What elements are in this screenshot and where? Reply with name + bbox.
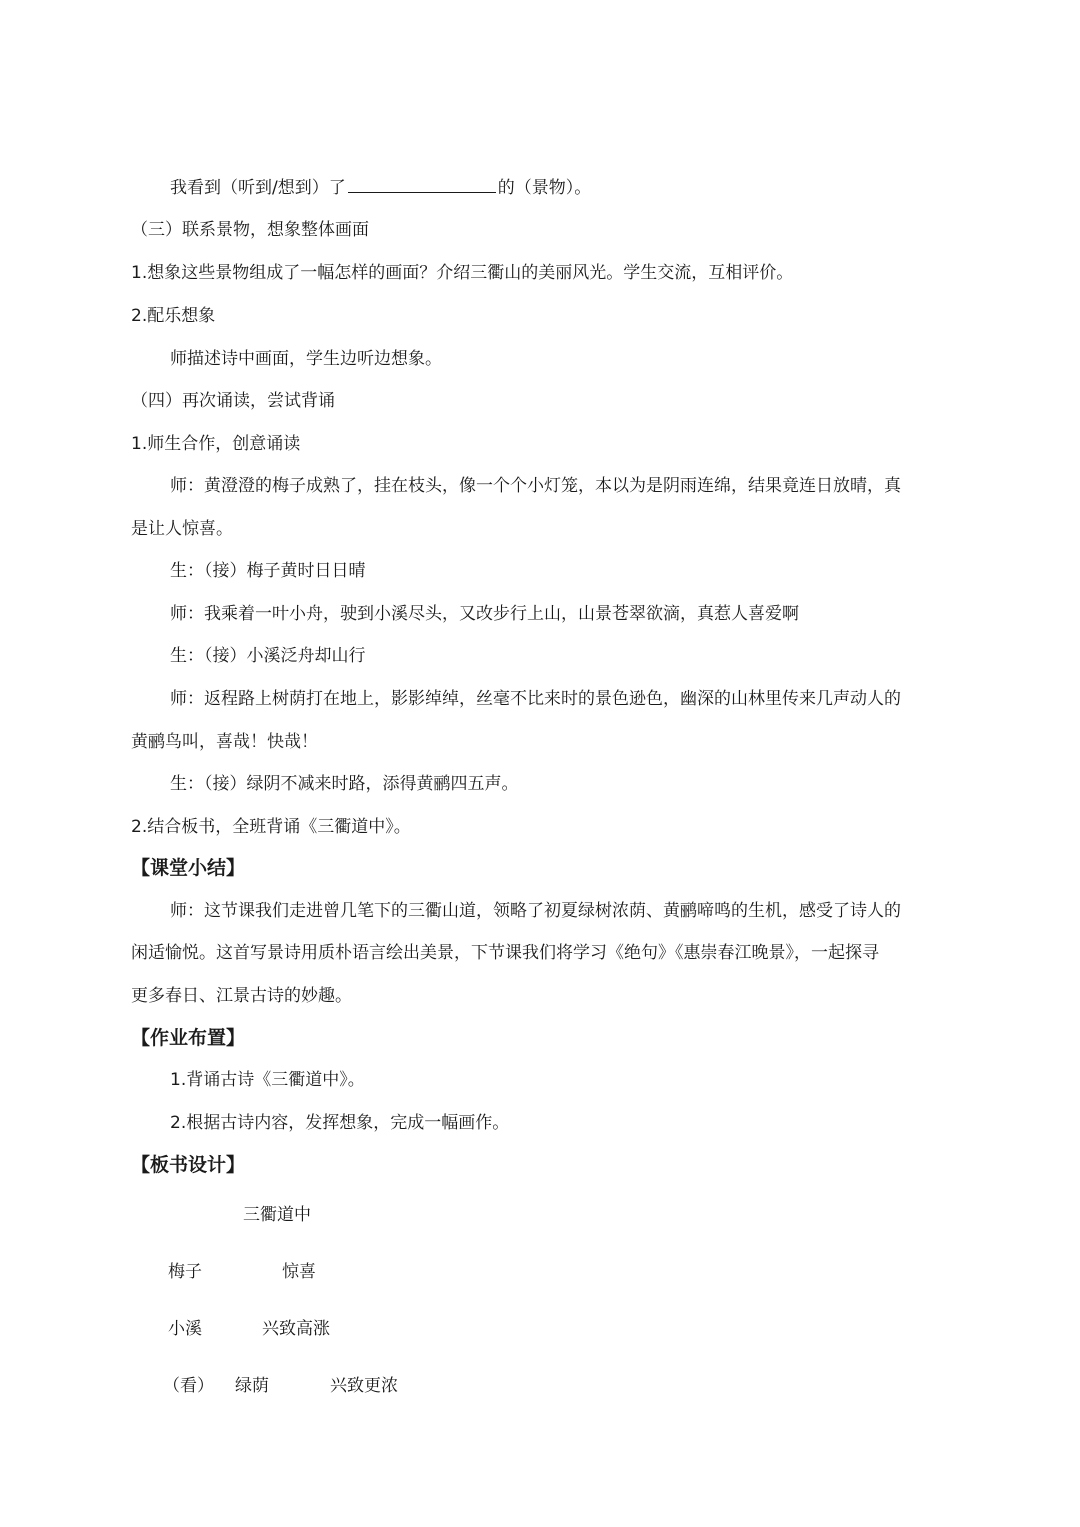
paragraph-teacher-describes: 师描述诗中画面，学生边听边想象。 xyxy=(170,349,442,369)
student-line-1: 生：（接）梅子黄时日日晴 xyxy=(170,561,366,581)
summary-line-3: 更多春日、江景古诗的妙趣。 xyxy=(131,986,352,1006)
summary-line-2: 闲适愉悦。这首写景诗用质朴语言绘出美景，下节课我们将学习《绝句》《惠崇春江晚景》，一起探寻 xyxy=(131,943,879,963)
paragraph-cooperative-reading: 1.师生合作，创意诵读 xyxy=(131,434,301,454)
teacher-line-1a: 师：黄澄澄的梅子成熟了，挂在枝头，像一个个小灯笼，本以为是阴雨连绵，结果竟连日放晴，真 xyxy=(170,476,901,496)
student-line-2: 生：（接）小溪泛舟却山行 xyxy=(170,646,366,666)
student-line-3: 生：（接）绿阴不减来时路，添得黄鹂四五声。 xyxy=(170,774,519,794)
homework-item-1: 1.背诵古诗《三衢道中》。 xyxy=(170,1070,365,1090)
board-row1-right: 惊喜 xyxy=(282,1262,316,1282)
teacher-line-1b: 是让人惊喜。 xyxy=(131,519,233,539)
section-four-heading: （四）再次诵读，尝试背诵 xyxy=(131,391,335,411)
summary-line-1: 师：这节课我们走进曾几笔下的三衢山道，领略了初夏绿树浓荫、黄鹂啼鸣的生机，感受了诗人的 xyxy=(170,901,901,921)
summary-heading: 【课堂小结】 xyxy=(131,857,246,879)
fill-in-suffix: 的（景物）。 xyxy=(497,178,592,198)
homework-item-2: 2.根据古诗内容，发挥想象，完成一幅画作。 xyxy=(170,1113,510,1133)
teacher-line-3a: 师：返程路上树荫打在地上，影影绰绰，丝毫不比来时的景色逊色，幽深的山林里传来几声动人的 xyxy=(170,689,901,709)
teacher-line-2: 师：我乘着一叶小舟，驶到小溪尽头，又改步行上山，山景苍翠欲滴，真惹人喜爱啊 xyxy=(170,604,799,624)
teacher-line-3b: 黄鹂鸟叫，喜哉！快哉！ xyxy=(131,732,318,752)
board-row3-right: 兴致更浓 xyxy=(330,1376,398,1396)
paragraph-imagine-scene: 1.想象这些景物组成了一幅怎样的画面？介绍三衢山的美丽风光。学生交流，互相评价。 xyxy=(131,263,794,283)
paragraph-music-imagine: 2.配乐想象 xyxy=(131,306,216,326)
paragraph-recite-together: 2.结合板书，全班背诵《三衢道中》。 xyxy=(131,817,411,837)
board-row3-left: 绿荫 xyxy=(235,1376,269,1396)
fill-in-blank xyxy=(348,176,496,193)
homework-heading: 【作业布置】 xyxy=(131,1027,246,1049)
board-heading: 【板书设计】 xyxy=(131,1154,246,1176)
fill-in-sentence xyxy=(170,176,591,200)
board-row2-left: 小溪 xyxy=(168,1319,202,1339)
board-title: 三衢道中 xyxy=(243,1205,311,1225)
section-three-heading: （三）联系景物，想象整体画面 xyxy=(131,220,369,240)
fill-in-prefix: 我看到（听到/想到）了 xyxy=(170,178,346,198)
board-row1-left: 梅子 xyxy=(168,1262,202,1282)
board-row3-prefix: （看） xyxy=(163,1376,214,1396)
board-row2-right: 兴致高涨 xyxy=(262,1319,330,1339)
